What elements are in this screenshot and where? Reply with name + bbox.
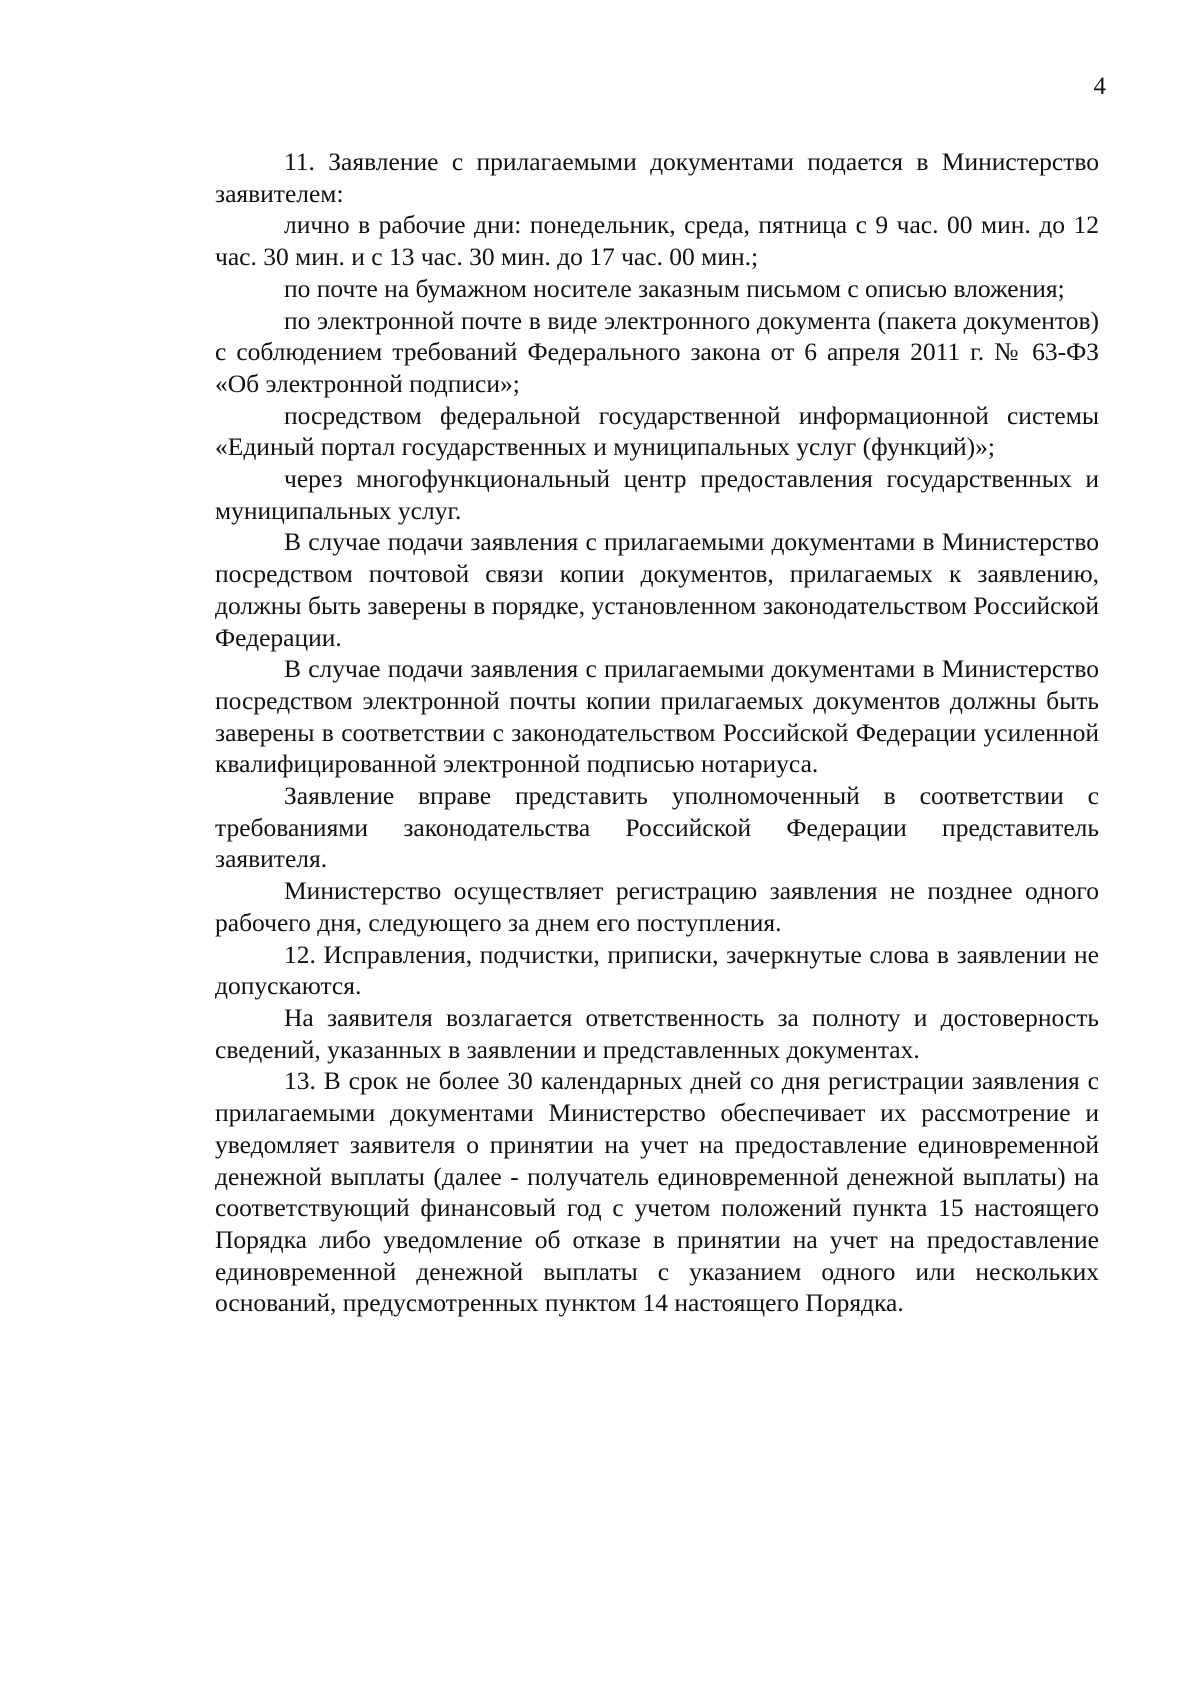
paragraph-registration: Министерство осуществляет регистрацию заявления не позднее одного рабочего дня, следующего за днем его поступления. xyxy=(215,876,1099,937)
page-number: 4 xyxy=(1093,73,1106,100)
paragraph-by-email: по электронной почте в виде электронного документа (пакета документов) с соблюдением требований Федерального закона от 6 апреля 2011 г. № 63-ФЗ «Об электронной подписи»; xyxy=(215,305,1099,398)
document-body xyxy=(215,146,1099,1319)
paragraph-by-portal: посредством федеральной государственной информационной системы «Единый портал государственных и муниципальных услуг (функций)»; xyxy=(215,400,1099,462)
paragraph-12-corrections: 12. Исправления, подчистки, приписки, зачеркнутые слова в заявлении не допускаются. xyxy=(215,939,1099,1001)
paragraph-representative: Заявление вправе представить уполномоченный в соответствии с требованиями законодательства Российской Федерации представитель заявителя. xyxy=(215,781,1099,874)
paragraph-postal-copies: В случае подачи заявления с прилагаемыми документами в Министерство посредством почтовой связи копии документов, прилагаемых к заявлению, должны быть заверены в порядке, установленном законодательством Российской Федерации. xyxy=(215,527,1099,652)
paragraph-by-mfc: через многофункциональный центр предоставления государственных и муниципальных услуг. xyxy=(215,464,1099,525)
paragraph-13-review: 13. В срок не более 30 календарных дней со дня регистрации заявления с прилагаемыми документами Министерство обеспечивает их рассмотрение и уведомляет заявителя о принятии на учет на предоставление единовременной денежной выплаты (далее - получатель единовременной денежной выплаты) на соответствующий финансовый год с учетом положений пункта 15 настоящего Порядка либо уведомление об отказе в принятии на учет на предоставление единовременной денежной выплаты с указанием одного или нескольких оснований, предусмотренных пунктом 14 настоящего Порядка. xyxy=(215,1066,1099,1318)
paragraph-responsibility: На заявителя возлагается ответственность за полноту и достоверность сведений, указанных в заявлении и представленных документах. xyxy=(215,1002,1099,1064)
paragraph-by-mail: по почте на бумажном носителе заказным письмом с описью вложения; xyxy=(284,273,1065,303)
paragraph-email-copies: В случае подачи заявления с прилагаемыми документами в Министерство посредством электронной почты копии прилагаемых документов должны быть заверены в соответствии с законодательством Российской Федерации усиленной квалифицированной электронной подписью нотариуса. xyxy=(215,654,1099,779)
paragraph-in-person: лично в рабочие дни: понедельник, среда, пятница с 9 час. 00 мин. до 12 час. 30 мин. и с 13 час. 30 мин. до 17 час. 00 мин.; xyxy=(215,210,1099,272)
paragraph-11-intro: 11. Заявление с прилагаемыми документами подается в Министерство заявителем: xyxy=(215,147,1099,208)
